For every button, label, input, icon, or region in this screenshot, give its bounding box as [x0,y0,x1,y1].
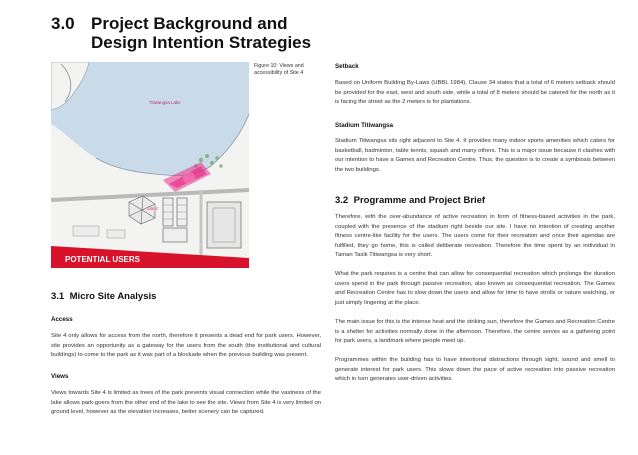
stadium-paragraph: Stadium Titiwangsa sits right adjacent to Site 4. It provides many indoor sports amenities which caters for basketball, badminton, table tennis, squash and many others. This is a major issue because it clashes with our intention to have a Games and Recreation Centre. Thus, the question is to create a symbiosis between the two buildings. [335,138,615,173]
section-heading-3-2 [335,195,485,206]
section-number: 3.2 [335,195,349,206]
programme-paragraph-3: The main issue for this is the intense heat and the striking sun, therefore the Games and Recreation Centre is a shelter for activities normally done in the afternoon. Therefore, the centre serves as a gathering point for park users, a landmark where people meet up. [335,319,615,345]
site-map-illustration [51,62,249,268]
site-map-figure [51,62,249,268]
potential-users-banner: POTENTIAL USERS [65,255,140,264]
setback-heading: Setback [335,63,359,70]
page-title: Project Background and Design Intention Strategies [91,14,312,52]
access-paragraph: Site 4 only allows for access from the north, therefore it presents a dead end for park users. However, site provides an opportunity as a gateway for the users from the south (the institutional and cultural buildings) to come to the park as it was part of a blockade when the previous building was present. [51,333,321,359]
site-label: Site 4 [147,206,158,211]
section-heading-3-1 [51,291,156,302]
programme-paragraph-2: What the park requires is a centre that can allow for consequential recreation which prolongs the duration users spend in the park through passive recreation, also known as consequential recreation. The Games and Recreation Centre has to slow down the users and allow for time to have strolls or nature watching, or just simply lingering at the place. [335,271,615,306]
heading-number: 3.0 [51,14,75,33]
views-heading: Views [51,373,69,380]
lake-label: Titiwangsa Lake [149,100,181,105]
section-title: Micro Site Analysis [69,291,157,302]
setback-paragraph: Based on Uniform Building By-Laws (UBBL 1984), Clause 34 states that a total of 6 meters setback should be provided for the east, west and south side, while a total of 8 meters should be catered for the north as it is facing the street as the 2 meters is for plantations. [335,80,615,106]
stadium-heading: Stadium Titiwangsa [335,122,393,129]
programme-paragraph-1: Therefore, with the over-abundance of active recreation in form of fitness-based activities in the park, coupled with the presence of the stadium right beside our site. I have no intention of creating another fitness centre-like facility for the users. The users come for their recreation and once their agendas are fulfilled, they go home, this is called deliberate recreation. Therefore the time spent by an individual in Taman Tasik Titiwangsa is very short. [335,214,615,259]
programme-paragraph-4: Programmes within the building has to have intentional distractions through sight, sound and smell to generate interest for park users. This slows down the pace of active recreation into passive recreation which in turn generates user-driven activities. [335,357,615,383]
section-title: Programme and Project Brief [353,195,486,206]
figure-caption: Figure 10: Views and accessibility of Site 4 [254,63,304,76]
access-heading: Access [51,316,73,323]
views-paragraph: Views towards Site 4 is limited as trees of the park prevents visual connection while the vastness of the lake allows park-goers from the other end of the lake to see the site. Views from Site 4 is very limited on ground level, however as the elevation increases, better scenery can be captured. [51,390,322,416]
section-number: 3.1 [51,291,65,302]
